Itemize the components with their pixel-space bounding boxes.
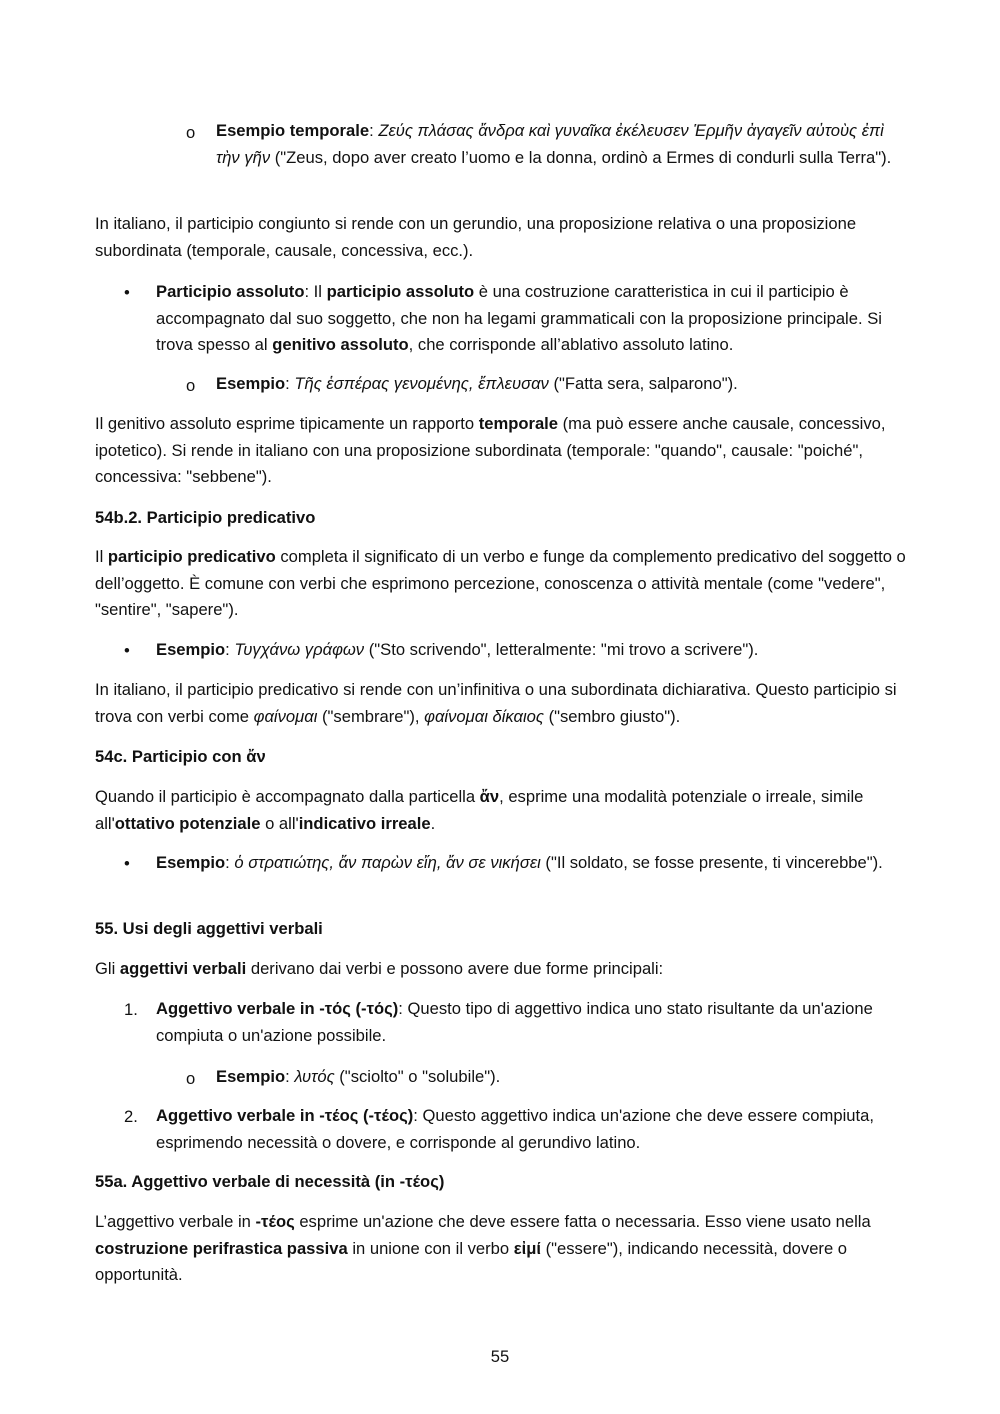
greek-text: Ζεύς πλάσας ἄνδρα καὶ γυναῖκα ἐκέλευσεν Ἑρμῆν ἀγαγεῖν αὐτοὺς ἐπὶ τὴν γῆν bbox=[216, 121, 884, 167]
list-item-aggettivo-tos: Aggettivo verbale in -τός (-τός): Questo tipo di aggettivo indica uno stato risultante da un'azione compiuta o un'azione possibile. bbox=[156, 999, 873, 1045]
greek-text: φαίνομαι δίκαιος bbox=[424, 706, 544, 726]
paragraph-genitivo-assoluto: Il genitivo assoluto esprime tipicamente un rapporto temporale (ma può essere anche causale, concessivo, ipotetico). Si rende in italiano con una proposizione subordinata (temporale: "quando", causale: "poiché", concessiva: "sebbene"). bbox=[95, 414, 886, 486]
paragraph-infinitiva: In italiano, il participio predicativo si rende con un’infinitiva o una subordinata dichiarativa. Questo participio si trova con verbi come φαίνομαι ("sembrare"), φαίνομαι δίκαιος ("sembro giusto"). bbox=[95, 680, 897, 726]
heading-54b2: 54b.2. Participio predicativo bbox=[95, 508, 316, 527]
greek-text: λυτός bbox=[294, 1067, 335, 1086]
circle-bullet-icon: o bbox=[186, 376, 196, 395]
list-item-participio-assoluto: Participio assoluto: Il participio assoluto è una costruzione caratteristica in cui il participio è accompagnato dal suo soggetto, che non ha legami grammaticali con la proposizione principale. Si trova spesso al genitivo assoluto, che corrisponde all’ablativo assoluto latino. bbox=[156, 282, 882, 354]
paragraph-aggettivi-verbali: Gli aggettivi verbali derivano dai verbi e possono avere due forme principali: bbox=[95, 959, 664, 978]
example-temporal: Esempio temporale: Ζεύς πλάσας ἄνδρα καὶ γυναῖκα ἐκέλευσεν Ἑρμῆν ἀγαγεῖν αὐτοὺς ἐπὶ τὴν γῆν ("Zeus, dopo aver creato l’uomo e la donna, ordinò a Ermes di condurli sulla Terra"). bbox=[216, 121, 892, 167]
heading-55: 55. Usi degli aggettivi verbali bbox=[95, 919, 323, 938]
paragraph-participio-predicativo: Il participio predicativo completa il significato di un verbo e funge da complemento predicativo del soggetto o dell’oggetto. È comune con verbi che esprimono percezione, conoscenza o attività mentale (come "vedere", "sentire", "sapere"). bbox=[95, 547, 906, 619]
heading-55a: 55a. Aggettivo verbale di necessità (in -τέος) bbox=[95, 1172, 445, 1191]
greek-text: φαίνομαι bbox=[253, 706, 318, 726]
circle-bullet-icon: o bbox=[186, 123, 196, 142]
paragraph-aggettivo-teos: L’aggettivo verbale in -τέος esprime un'azione che deve essere fatta o necessaria. Esso viene usato nella costruzione perifrastica passiva in unione con il verbo εἰμί ("essere"), indicando necessità, dovere o opportunità. bbox=[95, 1212, 871, 1284]
greek-text: Τῆς ἑσπέρας γενομένης, ἔπλευσαν bbox=[294, 374, 549, 393]
page-number: 55 bbox=[490, 1347, 510, 1366]
greek-text: ὁ στρατιώτης, ἄν παρὼν εἴη, ἄν σε νικήσει bbox=[234, 853, 541, 872]
example-lytos: Esempio: λυτός ("sciolto" o "solubile"). bbox=[216, 1067, 501, 1086]
paragraph-participio-congiunto: In italiano, il participio congiunto si rende con un gerundio, una proposizione relativa o una proposizione subordinata (temporale, causale, concessiva, ecc.). bbox=[95, 214, 857, 260]
list-number: 2. bbox=[124, 1107, 138, 1126]
example-an: Esempio: ὁ στρατιώτης, ἄν παρὼν εἴη, ἄν σε νικήσει ("Il soldato, se fosse presente, ti vincerebbe"). bbox=[156, 853, 883, 872]
example-predicativo: Esempio: Τυγχάνω γράφων ("Sto scrivendo", letteralmente: "mi trovo a scrivere"). bbox=[156, 640, 759, 659]
dot-bullet-icon: • bbox=[124, 854, 130, 873]
dot-bullet-icon: • bbox=[124, 641, 130, 660]
circle-bullet-icon: o bbox=[186, 1069, 196, 1088]
paragraph-participio-an: Quando il participio è accompagnato dalla particella ἄν, esprime una modalità potenziale o irreale, simile all'ottativo potenziale o all'indicativo irreale. bbox=[95, 787, 864, 833]
heading-54c: 54c. Participio con ἄν bbox=[95, 747, 266, 766]
example-label: Esempio temporale bbox=[216, 121, 370, 140]
example-assoluto: Esempio: Τῆς ἑσπέρας γενομένης, ἔπλευσαν ("Fatta sera, salparono"). bbox=[216, 374, 738, 393]
list-item-aggettivo-teos: Aggettivo verbale in -τέος (-τέος): Questo aggettivo indica un'azione che deve essere compiuta, esprimendo necessità o dovere, e corrisponde al gerundivo latino. bbox=[156, 1106, 874, 1152]
greek-text: Τυγχάνω γράφων bbox=[234, 640, 365, 659]
list-number: 1. bbox=[124, 1000, 138, 1019]
dot-bullet-icon: • bbox=[124, 283, 130, 302]
